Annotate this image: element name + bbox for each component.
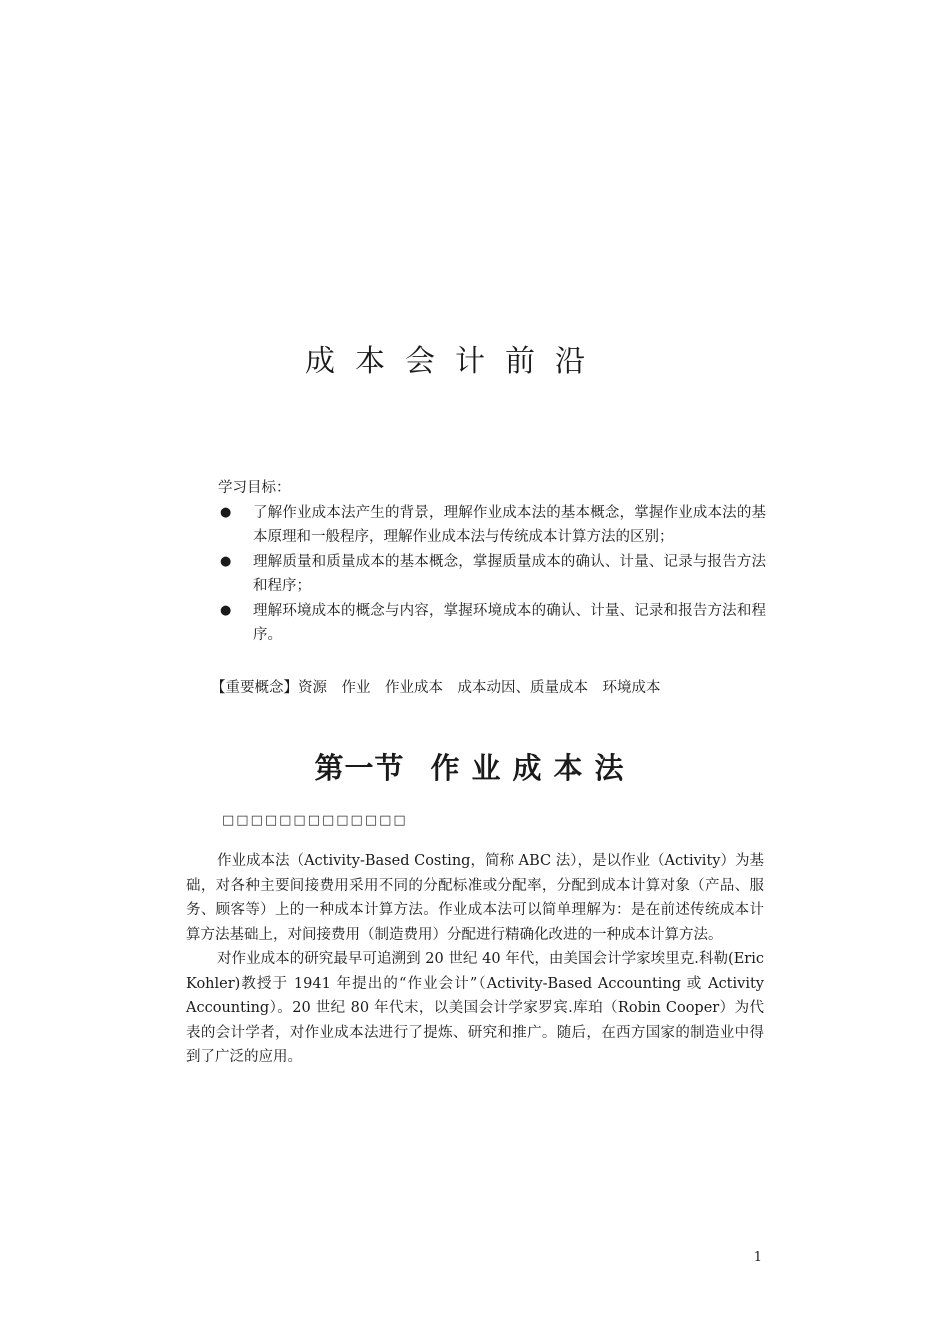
objectives-heading: 学习目标： (218, 480, 291, 496)
objective-text: 理解环境成本的概念与内容，掌握环境成本的确认、计量、记录和报告方法和程序。 (253, 602, 766, 643)
key-concepts: 【重要概念】资源 作业 作业成本 成本动因、质量成本 环境成本 (211, 680, 661, 696)
objective-item (218, 550, 766, 599)
learning-objectives (218, 476, 766, 648)
objectives-list (218, 501, 766, 648)
bullet-icon: ● (220, 602, 232, 618)
bullet-icon: ● (220, 553, 232, 569)
paragraph: 对作业成本的研究最早可追溯到 20 世纪 40 年代，由美国会计学家埃里克.科勒(Eric Kohler)教授于 1941 年提出的“作业会计”（Activity-Based Accounting 或 Activity Accounting）。20 世纪 80 年代末，以美国会计学家罗宾.库珀（Robin Cooper）为代表的会计学者，对作业成本法进行了提炼、研究和推广。随后，在西方国家的制造业中得到了广泛的应用。 (186, 951, 764, 1065)
subheading: □□□□□□□□□□□□□ (222, 813, 408, 828)
objective-text: 理解质量和质量成本的基本概念，掌握质量成本的确认、计量、记录与报告方法和程序； (253, 553, 766, 594)
section-number: 第一节 (314, 751, 405, 786)
objective-item (218, 501, 766, 550)
section-name: 作业成本法 (430, 751, 636, 786)
page-number: 1 (753, 1250, 762, 1265)
objective-item (218, 599, 766, 648)
chapter-title: 成本会计前沿 (305, 344, 605, 380)
paragraph: 作业成本法（Activity-Based Costing，简称 ABC 法），是以作业（Activity）为基础，对各种主要间接费用采用不同的分配标准或分配率，分配到成本计算对象（产品、服务、顾客等）上的一种成本计算方法。作业成本法可以简单理解为：是在前述传统成本计算方法基础上，对间接费用（制造费用）分配进行精确化改进的一种成本计算方法。 (186, 853, 764, 943)
section-title (0, 746, 950, 787)
objective-text: 了解作业成本法产生的背景，理解作业成本法的基本概念，掌握作业成本法的基本原理和一般程序，理解作业成本法与传统成本计算方法的区别； (253, 504, 766, 545)
body-text (186, 849, 764, 1070)
bullet-icon: ● (220, 504, 232, 520)
